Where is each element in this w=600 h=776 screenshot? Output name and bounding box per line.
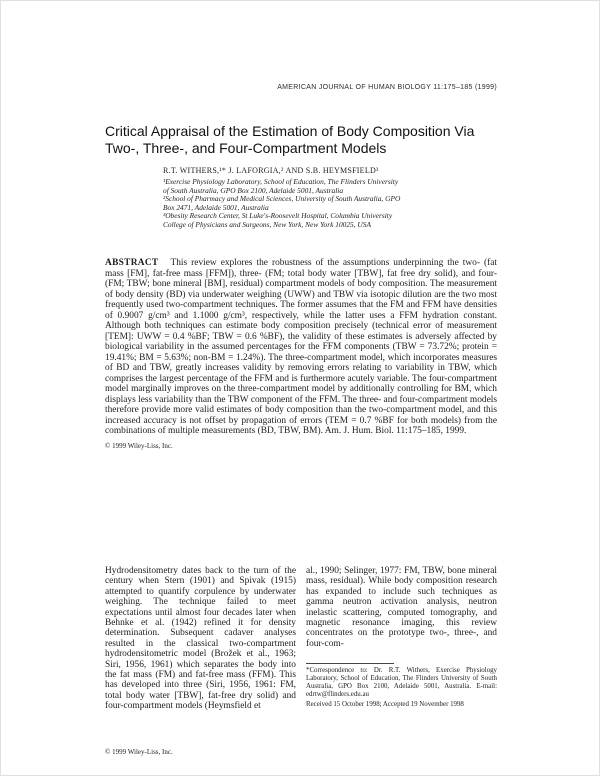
affiliations [163,178,401,230]
body-columns [105,566,497,712]
abstract-copyright: © 1999 Wiley-Liss, Inc. [105,441,173,450]
right-column-paragraph: al., 1990; Selinger, 1977: FM, TBW, bone mineral mass, residual). While body composition research has expanded to include such techniques as gamma neutron activation analysis, neutron inelastic scattering, computed tomography, and magnetic resonance imaging, this review concentrates on the prototype two-, three-, and four-com- [306,566,497,649]
footnote-block [306,663,497,709]
affiliation-3: ³Obesity Research Center, St Luke's-Roosevelt Hospital, Columbia University College of Physicians and Surgeons, New York, New York 10025, USA [163,211,393,229]
author-line: R.T. WITHERS,¹* J. LAFORGIA,² AND S.B. HEYMSFIELD³ [163,166,379,175]
journal-header-line: AMERICAN JOURNAL OF HUMAN BIOLOGY 11:175–185 (1999) [277,84,497,91]
footnote-rule [306,663,394,664]
abstract-text: This review explores the robustness of the assumptions underpinning the two- (fat mass [FM], fat-free mass [FFM]), three- (FM; total body water [TBW], fat free dry solid), and four- (FM; TBW; bone mineral [BM], residual) compartment models of body composition. The measurement of body density (BD) via underwater weighing (UWW) and TBW via isotopic dilution are the two most frequently used two-compartment techniques. The former assumes that the FM and FFM have densities of 0.9007 g/cm³ and 1.1000 g/cm³, respectively, while the latter uses a FFM hydration constant. Although both techniques can estimate body composition precisely (technical error of measurement [TEM]: UWW = 0.4 %BF; TBW = 0.6 %BF), the validity of these estimates is adversely affected by biological variability in the assumed percentages for the FFM components (TBW = 73.72%; protein = 19.41%; BM = 5.63%; non-BM = 1.24%). The three-compartment model, which incorporates measures of BD and TBW, greatly increases validity by removing errors relating to variability in TBW, which comprises the largest percentage of the FFM and is furthermore acutely variable. The four-compartment model marginally improves on the three-compartment model by additionally controlling for BM, which displays less variability than the TBW component of the FFM. The three- and four-compartment models therefore provide more valid estimates of body composition than the two-compartment model, and this increased accuracy is not offset by propagation of errors (TEM = 0.7 %BF for both models) from the combinations of multiple measurements (BD, TBW, BM). Am. J. Hum. Biol. 11:175–185, 1999. [105,258,497,436]
abstract-section [105,258,497,451]
left-column [105,566,296,712]
right-column [306,566,497,712]
correspondence-note: *Correspondence to: Dr. R.T. Withers, Exercise Physiology Laboratory, School of Education, The Flinders University of South Australia, GPO Box 2100, Adelaide 5001, Australia. E-mail: edrtw@flinders.edu.au [306,667,497,698]
article-title: Critical Appraisal of the Estimation of Body Composition Via Two-, Three-, and Four-Compartment Models [105,123,475,156]
authors-block [163,166,413,230]
affiliation-2: ²School of Pharmacy and Medical Sciences, University of South Australia, GPO Box 2471, Adelaide 5001, Australia [163,194,401,212]
affiliation-1: ¹Exercise Physiology Laboratory, School of Education, The Flinders University of South Australia, GPO Box 2100, Adelaide 5001, Australia [163,177,399,195]
received-accepted-note: Received 15 October 1998; Accepted 19 November 1998 [306,700,464,708]
abstract-label: ABSTRACT [105,258,159,268]
page-footer-copyright: © 1999 Wiley-Liss, Inc. [105,748,173,756]
left-column-paragraph: Hydrodensitometry dates back to the turn of the century when Stern (1901) and Spivak (1915) attempted to quantify corpulence by underwater weighing. The technique failed to meet expectations until almost four decades later when Behnke et al. (1942) refined it for density determination. Subsequent cadaver analyses resulted in the classical two-compartment hydrodensitometric model (Brožek et al., 1963; Siri, 1956, 1961) which separates the body into the fat mass (FM) and fat-free mass (FFM). This has developed into three (Siri, 1956, 1961: FM, total body water [TBW], fat-free dry solid) and four-compartment models (Heymsfield et [105,566,296,712]
